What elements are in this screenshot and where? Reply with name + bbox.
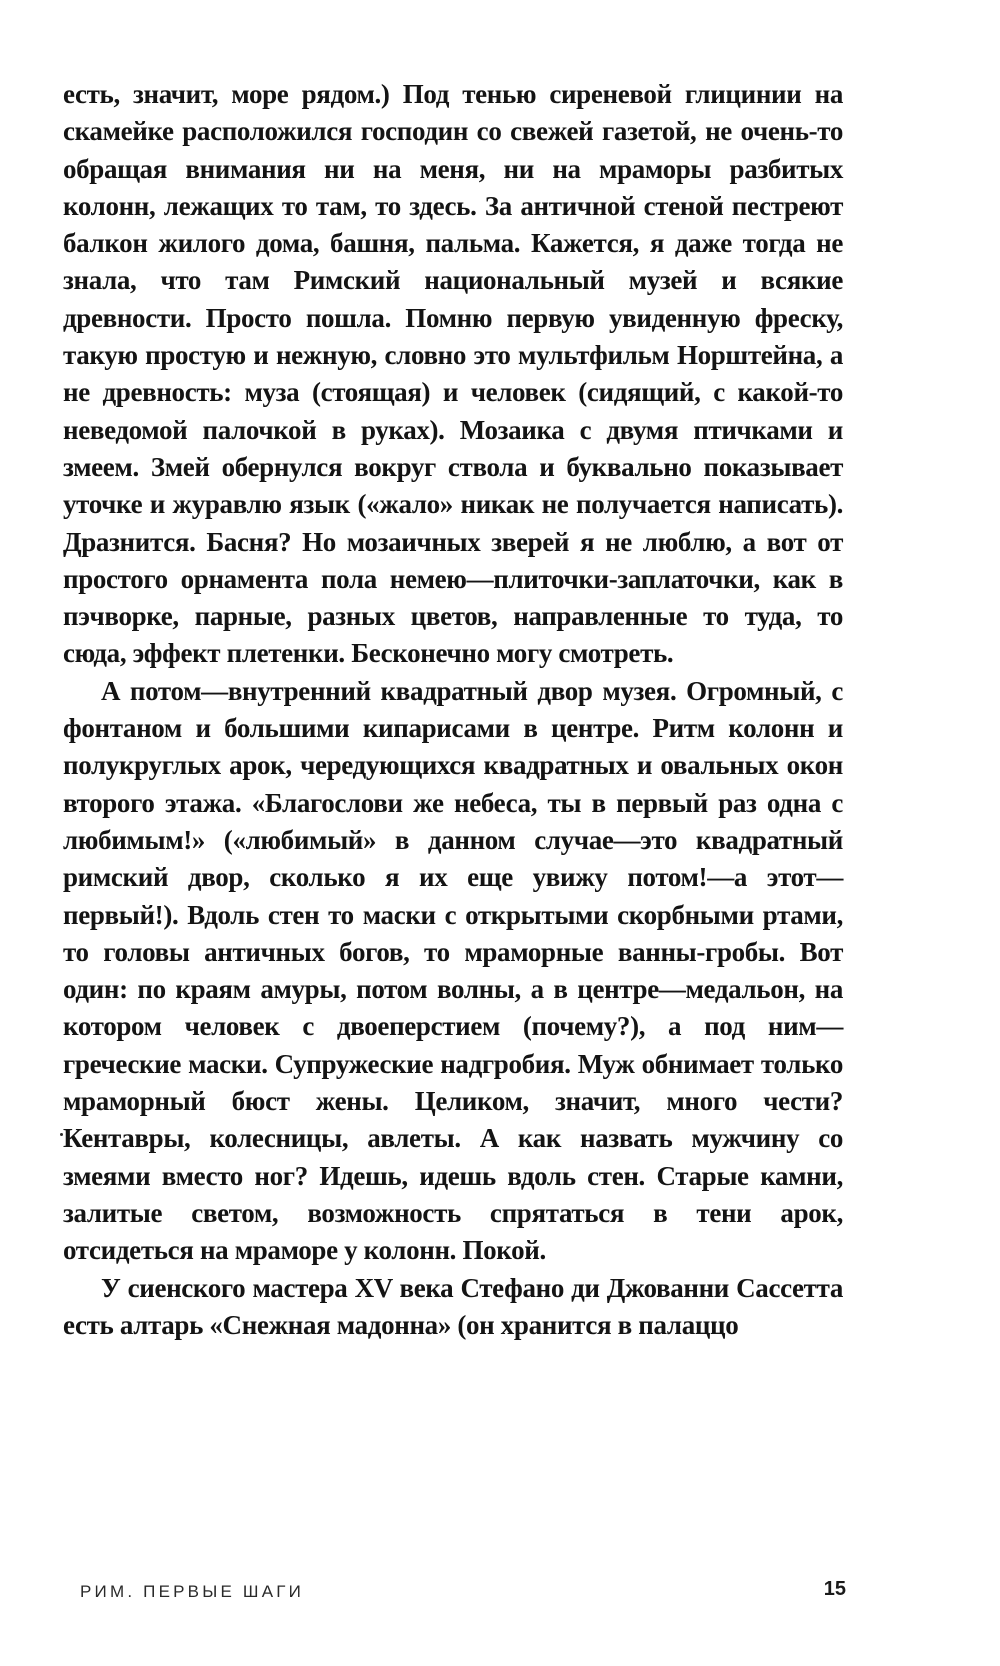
paragraph-1: есть, значит, море рядом.) Под тенью сиреневой глицинии на скамейке расположился господин со свежей газетой, не очень-то обращая внимания ни на меня, ни на мраморы разбитых колонн, лежащих то там, то здесь. За античной стеной пестреют балкон жилого дома, башня, пальма. Кажется, я даже тогда не знала, что там Римский национальный музей и всякие древности. Просто пошла. Помню первую увиденную фреску, такую простую и нежную, словно это мультфильм Норштейна, а не древность: муза (стоящая) и человек (сидящий, с какой-то неведомой палочкой в руках). Мозаика с двумя птичками и змеем. Змей обернулся вокруг ствола и буквально показывает уточке и журавлю язык («жало» никак не получается написать). Дразнится. Басня? Но мозаичных зверей я не люблю, а вот от простого орнамента пола немею—плиточки-заплаточки, как в пэчворке, парные, разных цветов, направленные то туда, то сюда, эффект плетенки. Бесконечно могу смотреть. bbox=[63, 79, 843, 669]
paragraph-2: А потом—внутренний квадратный двор музея. Огромный, с фонтаном и большими кипарисами в центре. Ритм колонн и полукруглых арок, чередующихся квадратных и овальных окон второго этажа. «Благослови же небеса, ты в первый раз одна с любимым!» («любимый» в данном случае—это квадратный римский двор, сколько я их еще увижу потом!—а этот—первый!). Вдоль стен то маски с открытыми скорбными ртами, то головы античных богов, то мраморные ванны-гробы. Вот один: по краям амуры, потом волны, а в центре—медальон, на котором человек с двоеперстием (почему?), а под ним—греческие маски. Супружеские надгробия. Муж обнимает только мраморный бюст жены. Целиком, значит, много чести? Кентавры, колесницы, авлеты. А как назвать мужчину со змеями вместо ног? Идешь, идешь вдоль стен. Старые камни, залитые светом, возможность спрятаться в тени арок, отсидеться на мраморе у колонн. Покой. bbox=[63, 675, 843, 1266]
page-number: 15 bbox=[823, 1578, 846, 1600]
body-text bbox=[63, 76, 843, 1344]
margin-speck bbox=[60, 1133, 63, 1136]
running-head: РИМ. ПЕРВЫЕ ШАГИ bbox=[80, 1582, 305, 1601]
paragraph-3: У сиенского мастера XV века Стефано ди Джованни Сассетта есть алтарь «Снежная мадонна» (он хранится в палаццо bbox=[63, 1272, 843, 1340]
